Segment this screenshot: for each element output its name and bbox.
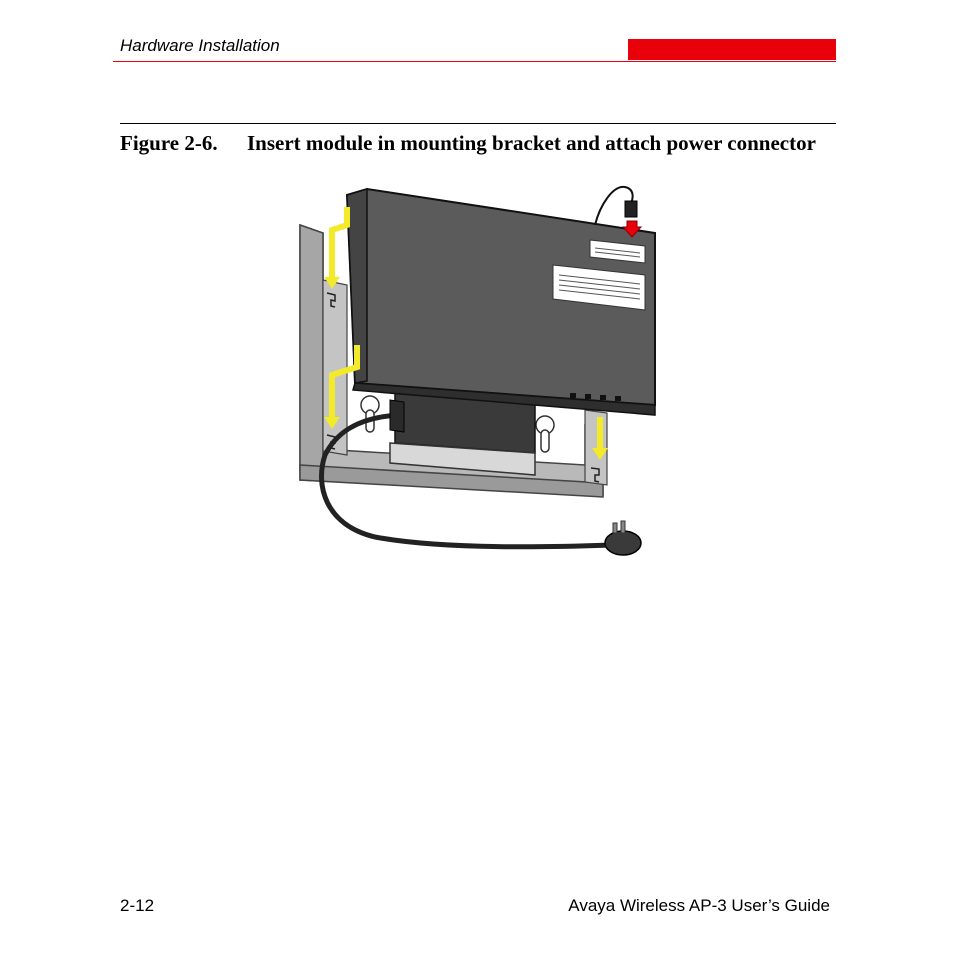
header-accent-bar — [628, 39, 836, 60]
guide-title: Avaya Wireless AP-3 User’s Guide — [568, 896, 830, 915]
keyhole-icon — [536, 416, 554, 452]
power-connector-icon — [625, 201, 637, 217]
mounting-bracket-illustration-icon — [295, 185, 660, 575]
power-cable-connector — [390, 400, 404, 432]
port-icon — [615, 396, 621, 401]
keyhole-icon — [361, 396, 379, 432]
caption-rule — [120, 123, 836, 124]
header-rule — [113, 61, 836, 62]
port-icon — [585, 394, 591, 399]
page-number: 2-12 — [120, 896, 155, 915]
power-plug-icon — [605, 521, 641, 555]
bracket-slot-right — [585, 410, 607, 485]
figure-number: Figure 2-6. — [120, 131, 218, 155]
port-icon — [570, 393, 576, 398]
figure-caption-text: Insert module in mounting bracket and attach power connector — [247, 131, 816, 155]
bracket-left-flange — [300, 225, 323, 475]
insert-arrow-icon — [332, 207, 347, 280]
running-header-title: Hardware Installation — [120, 36, 280, 55]
figure-caption — [120, 132, 836, 154]
port-icon — [600, 395, 606, 400]
